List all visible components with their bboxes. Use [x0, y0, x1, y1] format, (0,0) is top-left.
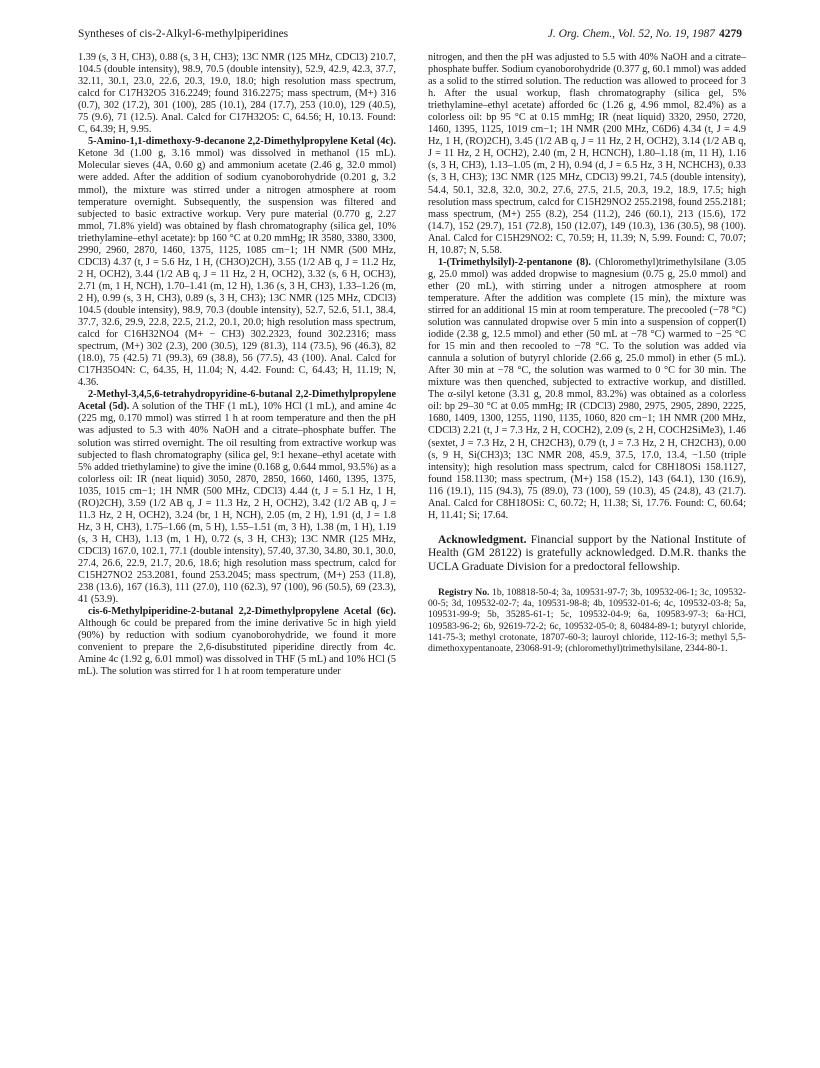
compound-heading-5d: 2-Methyl-3,4,5,6-tetrahydropyridine-6-butanal 2,2-Dimethylpropylene Acetal (5d). [78, 389, 396, 413]
compound-heading-8: 1-(Trimethylsilyl)-2-pentanone (8). [438, 256, 591, 268]
paragraph-continued: 1.39 (s, 3 H, CH3), 0.88 (s, 3 H, CH3); 13C NMR (125 MHz, CDCl3) 210.7, 104.5 (double intensity), 98.9, 70.5 (double intensity), 52.9, 42.9, 42.3, 37.7, 32.11, 30.1, 23.0, 22.6, 20.3, 19.0, 18.0; high resolution mass spectrum, calcd for C17H32O5 316.2249; found 316.2275; mass spectrum, (M+) 316 (0.7), 302 (17.2), 301 (100), 285 (10.1), 284 (17.7), 253 (10.0), 129 (40.5), 75 (9.6), 71 (12.5). Anal. Calcd for C17H32O5: C, 64.56; H, 10.13. Found: C, 64.39; H, 9.95. [78, 52, 396, 136]
page-number: 4279 [719, 28, 742, 40]
compound-body-8: (Chloromethyl)trimethylsilane (3.05 g, 25.0 mmol) was added dropwise to magnesium (0.75 g, 25.0 mmol) and ether (20 mL), with stirring under a nitrogen atmosphere at room temperature. After the addition was complete (15 min), the mixture was stirred for an additional 15 min at room temperature. The precooled (−78 °C) solution was cannulated dropwise over 5 min into a suspension of copper(I) iodide (2.38 g, 12.5 mmol) and ether (50 mL at −78 °C) warmed to −25 °C for 15 min and then recooled to −78 °C. To the solution was added via cannula a solution of butyryl chloride (2.66 g, 25.0 mmol) in ether (5 mL). After 30 min at −78 °C, the solution was warmed to 0 °C for 30 min. The mixture was then quenched, subjected to extractive workup, and distilled. The α-silyl ketone (3.31 g, 20.8 mmol, 83.2%) was obtained as a colorless oil: bp 29–30 °C at 0.05 mmHg; IR (CDCl3) 2980, 2975, 2905, 2890, 2225, 1680, 1409, 1300, 1255, 1190, 1135, 1060, 820 cm−1; 1H NMR (200 MHz, CDCl3) 2.21 (t, J = 7.3 Hz, 2 H, COCH2), 2.09 (s, 2 H, COCH2SiMe3), 1.46 (sextet, J = 7.3 Hz, 2 H, CH2CH3), 0.79 (t, J = 7.3 Hz, 2 H, CH2CH3), 0.00 (s, 9 H, Si(CH3)3; 13C NMR 208, 45.9, 37.5, 17.0, 13.4, −1.50 (triple intensity); high resolution mass spectrum, calcd for C8H18OSi 158.1127, found 158.1130; mass spectrum, (M+) 158 (15.2), 143 (64.1), 130 (16.9), 116 (19.1), 115 (94.3), 75 (89.0), 73 (100), 59 (10.3), 45 (24.8), 43 (21.7). Anal. Calcd for C8H18OSi: C, 60.72; H, 11.38; Si, 17.76. Found: C, 60.64; H, 11.41; Si; 17.64. [428, 256, 746, 521]
right-column [428, 52, 746, 654]
registry-heading: Registry No. [438, 586, 490, 598]
acknowledgment [428, 534, 746, 575]
registry-numbers [428, 587, 746, 655]
paragraph-compound-4c [78, 136, 396, 389]
compound-body-5d: A solution of the THF (1 mL), 10% HCl (1 mL), and amine 4c (225 mg, 0.170 mmol) was stirred 1 h at room temperature and then the pH was adjusted to 5.3 with 40% NaOH and a citrate–phosphate buffer. The solution was stirred overnight. The oil resulting from extractive workup was subjected to flash chromatography (silica gel, 9:1 hexane–ethyl acetate with 5% added triethylamine) to give the imine (0.168 g, 0.644 mmol, 93.5%) as a colorless oil: IR (neat liquid) 3050, 2870, 2850, 1660, 1460, 1395, 1375, 1035, 1015 cm−1; 1H NMR (500 MHz, CDCl3) 4.44 (t, J = 5.1 Hz, 1 H, (RO)2CH), 3.59 (1/2 AB q, J = 11.3 Hz, 2 H, OCH2), 3.42 (1/2 AB q, J = 11.3 Hz, 2 H, OCH2), 3.24 (br, 1 H, NCH), 2.05 (m, 2 H), 1.91 (d, J = 1.8 Hz, 3 H, CH3), 1.75–1.66 (m, 5 H), 1.55–1.51 (m, 3 H), 1.38 (m, 1 H), 1.19 (s, 3 H, CH3), 1.13 (m, 1 H), 0.72 (s, 3 H, CH3); 13C NMR (125 MHz, CDCl3) 167.0, 102.1, 77.1 (double intensity), 57.40, 37.30, 34.80, 30.1, 30.0, 27.4, 26.6, 22.9, 21.7, 20.6, 18.6; high resolution mass spectrum, calcd for C15H27NO2 253.2081, found 253.2045; mass spectrum, (M+) 253 (11.8), 238 (13.6), 167 (16.3), 111 (27.0), 110 (62.3), 97 (100), 96 (50.5), 69 (23.3), 41 (53.9). [78, 401, 396, 606]
paragraph-compound-5d [78, 389, 396, 606]
registry-body: 1b, 108818-50-4; 3a, 109531-97-7; 3b, 109532-06-1; 3c, 109532-00-5; 3d, 109532-02-7; 4a, 109531-98-8; 4b, 109532-01-6; 4c, 109532-03-8; 5a, 109531-99-9; 5b, 35285-61-1; 5c, 109532-04-9; 6a, 109583-97-3; 6a·HCl, 109583-96-2; 6b, 92619-72-2; 6c, 109532-05-0; 8, 60484-89-1; butyryl chloride, 141-75-3; methyl crotonate, 18707-60-3; lauroyl chloride, 112-16-3; methyl 5,5-dimethoxypentanoate, 23068-91-9; (chloromethyl)trimethylsilane, 2344-80-1. [428, 586, 746, 655]
page-header [78, 28, 742, 44]
compound-body-4c: Ketone 3d (1.00 g, 3.16 mmol) was dissolved in methanol (15 mL). Molecular sieves (4A, 0.60 g) and ammonium acetate (2.46 g, 32.0 mmol) were added. After the addition of sodium cyanoborohydride (0.201 g, 3.2 mmol), the mixture was stirred under a nitrogen atmosphere at room temperature overnight. Subsequently, the suspension was filtered and subjected to basic extractive workup. Very pure material (0.770 g, 2.27 mmol, 71.8% yield) was obtained by flash chromatography (silica gel, 10% triethylamine–ethyl acetate): bp 160 °C at 0.20 mmHg; IR 3580, 3380, 3300, 2990, 2960, 2870, 1460, 1375, 1125, 1085 cm−1; 1H NMR (500 MHz, CDCl3) 4.37 (t, J = 5.6 Hz, 1 H, (CH3O)2CH), 3.55 (1/2 AB q, J = 11.2 Hz, 2 H, OCH2), 3.44 (1/2 AB q, J = 11 Hz, 2 H, OCH2), 3.32 (s, 6 H, OCH3), 2.71 (m, 1 H, NCH), 1.70–1.41 (m, 12 H), 1.36 (s, 3 H, CH3), 1.33–1.26 (m, 2 H), 0.99 (s, 3 H, CH3), 0.89 (s, 3 H, CH3); 13C NMR (125 MHz, CDCl3) 104.5 (double intensity), 98.9, 70.3 (double intensity), 52.7, 52.6, 51.1, 38.4, 37.7, 32.6, 29.9, 22.8, 22.5, 21.2, 20.1, 20.0; high resolution mass spectrum, calcd for C16H32NO4 (M+ − CH3) 302.2323, found 302.2316; mass spectrum, (M+) 302 (2.3), 200 (30.5), 129 (81.3), 114 (73.5), 96 (46.3), 82 (18.0), 75 (42.5) 71 (99.3), 69 (38.8), 56 (77.5), 43 (100). Anal. Calcd for C17H35O4N: C, 64.35, H, 11.04; N, 4.42. Found: C, 64.43; H, 11.19; N, 4.36. [78, 148, 396, 389]
running-title: Syntheses of cis-2-Alkyl-6-methylpiperidines [78, 28, 289, 40]
paragraph-compound-8 [428, 257, 746, 522]
journal-citation [548, 28, 742, 40]
paragraph-continued-6c: nitrogen, and then the pH was adjusted to 5.5 with 40% NaOH and a citrate–phosphate buffer. Sodium cyanoborohydride (0.377 g, 60.1 mmol) was added as a solid to the stirred solution. The reduction was allowed to proceed for 3 h. After the usual workup, flash chromatography (silica gel, 5% triethylamine–ethyl acetate) afforded 6c (1.26 g, 4.96 mmol, 82.4%) as a colorless oil: bp 95 °C at 0.15 mmHg; IR (neat liquid) 3320, 2950, 2720, 1460, 1395, 1125, 1019 cm−1; 1H NMR (200 MHz, C6D6) 4.34 (t, J = 4.9 Hz, 1 H, (RO)2CH), 3.45 (1/2 AB q, J = 11 Hz, 2 H, OCH2), 3.14 (1/2 AB q, J = 11 Hz, 2 H, OCH2), 2.40 (m, 2 H, HCNCH), 1.80–1.18 (m, 11 H), 1.16 (s, 3 H, CH3), 1.13–1.05 (m, 2 H), 0.94 (d, J = 6.5 Hz, 3 H, NCHCH3), 0.33 (s, 3 H, CH3); 13C NMR (125 MHz, CDCl3) 99.21, 74.5 (double intensity), 54.4, 50.1, 32.8, 32.0, 30.2, 27.6, 27.5, 21.5, 20.3, 19.2, 18.9, 17.5; high resolution mass spectrum, calcd for C15H29NO2 255.2198, found 255.2181; mass spectrum, (M+) 255 (8.2), 254 (11.2), 246 (60.1), 213 (15.6), 172 (14.7), 152 (29.7), 151 (72.8), 150 (12.07), 149 (10.3), 136 (30.5), 98 (100). Anal. Calcd for C15H29NO2: C, 70.59; H, 11.39; N, 5.99. Found: C, 70.07; H, 10.87; N, 5.58. [428, 52, 746, 256]
compound-heading-6c: cis-6-Methylpiperidine-2-butanal 2,2-Dimethylpropylene Acetal (6c). [88, 606, 396, 618]
acknowledgment-body: Financial support by the National Institute of Health (GM 28122) is gratefully acknowledged. D.M.R. thanks the UCLA Graduate Division for a predoctoral fellowship. [428, 533, 746, 574]
compound-heading-4c: 5-Amino-1,1-dimethoxy-9-decanone 2,2-Dimethylpropylene Ketal (4c). [88, 136, 396, 148]
acknowledgment-heading: Acknowledgment. [438, 533, 527, 546]
compound-body-6c: Although 6c could be prepared from the imine derivative 5c in high yield (90%) by reduction with sodium cyanoborohydride, we found it more convenient to prepare the 2,6-disubstituted piperidine directly from 4c. Amine 4c (1.92 g, 6.01 mmol) was dissolved in THF (5 mL) and 10% HCl (5 mL). The solution was stirred for 1 h at room temperature under [78, 618, 396, 678]
paragraph-compound-6c [78, 606, 396, 678]
journal-name: J. Org. Chem., Vol. 52, No. 19, 1987 [547, 28, 715, 40]
left-column [78, 52, 396, 678]
